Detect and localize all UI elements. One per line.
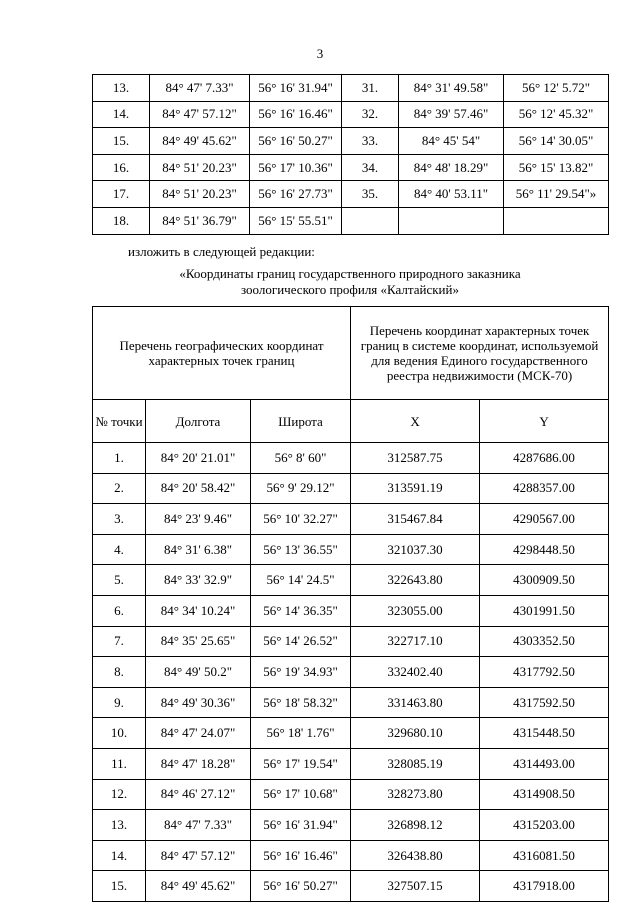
latitude-cell: 56° 9' 29.12" <box>251 473 351 504</box>
latitude-cell: 56° 13' 36.55" <box>251 534 351 565</box>
latitude-cell: 56° 14' 24.5" <box>251 565 351 596</box>
y-cell: 4315203.00 <box>480 810 609 841</box>
latitude-cell: 56° 8' 60" <box>251 443 351 474</box>
longitude-cell: 84° 46' 27.12" <box>146 779 251 810</box>
table-row <box>93 565 609 596</box>
latitude-cell: 56° 19' 34.93" <box>251 657 351 688</box>
latitude-cell: 56° 16' 16.46" <box>251 840 351 871</box>
point-number-cell: 12. <box>93 779 146 810</box>
table-row <box>93 718 609 749</box>
point-number-cell: 33. <box>342 128 399 155</box>
y-cell: 4316081.50 <box>480 840 609 871</box>
latitude-cell: 56° 18' 1.76" <box>251 718 351 749</box>
table-row <box>93 626 609 657</box>
table-row <box>93 75 609 102</box>
point-number-cell <box>342 207 399 234</box>
latitude-cell: 56° 16' 50.27" <box>250 128 342 155</box>
table-row <box>93 657 609 688</box>
x-cell: 329680.10 <box>351 718 480 749</box>
point-number-cell: 9. <box>93 687 146 718</box>
x-cell: 321037.30 <box>351 534 480 565</box>
latitude-cell: 56° 15' 55.51" <box>250 207 342 234</box>
y-cell: 4315448.50 <box>480 718 609 749</box>
latitude-cell: 56° 11' 29.54"» <box>504 181 609 208</box>
latitude-cell: 56° 16' 31.94" <box>251 810 351 841</box>
x-cell: 326898.12 <box>351 810 480 841</box>
header-geographic: Перечень географических координат характерных точек границ <box>93 307 351 400</box>
point-number-cell: 14. <box>93 840 146 871</box>
latitude-cell: 56° 14' 26.52" <box>251 626 351 657</box>
x-cell: 326438.80 <box>351 840 480 871</box>
x-cell: 327507.15 <box>351 871 480 902</box>
longitude-cell: 84° 31' 49.58" <box>399 75 504 102</box>
title-line-2: зоологического профиля «Калтайский» <box>241 282 459 297</box>
y-cell: 4303352.50 <box>480 626 609 657</box>
x-cell: 313591.19 <box>351 473 480 504</box>
page-number: 3 <box>316 46 324 61</box>
x-cell: 331463.80 <box>351 687 480 718</box>
point-number-cell: 10. <box>93 718 146 749</box>
point-number-cell: 2. <box>93 473 146 504</box>
table-row <box>93 181 609 208</box>
longitude-cell: 84° 47' 24.07" <box>146 718 251 749</box>
y-cell: 4317792.50 <box>480 657 609 688</box>
longitude-cell: 84° 34' 10.24" <box>146 595 251 626</box>
table-row <box>93 101 609 128</box>
point-number-cell: 31. <box>342 75 399 102</box>
point-number-cell: 6. <box>93 595 146 626</box>
point-number-cell: 14. <box>93 101 150 128</box>
column-point-number: № точки <box>93 400 146 443</box>
x-cell: 328085.19 <box>351 748 480 779</box>
coordinates-table-continuation <box>92 74 609 235</box>
longitude-cell: 84° 48' 18.29" <box>399 154 504 181</box>
longitude-cell: 84° 51' 20.23" <box>150 181 250 208</box>
table-row <box>93 779 609 810</box>
longitude-cell: 84° 31' 6.38" <box>146 534 251 565</box>
table-row <box>93 871 609 902</box>
x-cell: 328273.80 <box>351 779 480 810</box>
longitude-cell: 84° 33' 32.9" <box>146 565 251 596</box>
table-row <box>93 128 609 155</box>
title-line-1: «Координаты границ государственного природного заказника <box>179 266 521 281</box>
latitude-cell: 56° 12' 5.72" <box>504 75 609 102</box>
point-number-cell: 15. <box>93 128 150 155</box>
longitude-cell: 84° 45' 54" <box>399 128 504 155</box>
latitude-cell: 56° 17' 10.36" <box>250 154 342 181</box>
longitude-cell: 84° 47' 57.12" <box>146 840 251 871</box>
y-cell: 4298448.50 <box>480 534 609 565</box>
table-row <box>93 534 609 565</box>
point-number-cell: 16. <box>93 154 150 181</box>
latitude-cell <box>504 207 609 234</box>
longitude-cell: 84° 47' 7.33" <box>146 810 251 841</box>
point-number-cell: 15. <box>93 871 146 902</box>
latitude-cell: 56° 18' 58.32" <box>251 687 351 718</box>
longitude-cell: 84° 51' 36.79" <box>150 207 250 234</box>
point-number-cell: 32. <box>342 101 399 128</box>
x-cell: 322717.10 <box>351 626 480 657</box>
y-cell: 4290567.00 <box>480 504 609 535</box>
y-cell: 4288357.00 <box>480 473 609 504</box>
x-cell: 315467.84 <box>351 504 480 535</box>
y-cell: 4300909.50 <box>480 565 609 596</box>
y-cell: 4314493.00 <box>480 748 609 779</box>
longitude-cell: 84° 49' 50.2" <box>146 657 251 688</box>
longitude-cell: 84° 20' 21.01" <box>146 443 251 474</box>
x-cell: 322643.80 <box>351 565 480 596</box>
y-cell: 4301991.50 <box>480 595 609 626</box>
latitude-cell: 56° 16' 50.27" <box>251 871 351 902</box>
table-row <box>93 473 609 504</box>
longitude-cell: 84° 39' 57.46" <box>399 101 504 128</box>
y-cell: 4287686.00 <box>480 443 609 474</box>
column-longitude: Долгота <box>146 400 251 443</box>
longitude-cell: 84° 51' 20.23" <box>150 154 250 181</box>
longitude-cell <box>399 207 504 234</box>
x-cell: 312587.75 <box>351 443 480 474</box>
point-number-cell: 18. <box>93 207 150 234</box>
table-row <box>93 154 609 181</box>
table-row <box>93 504 609 535</box>
latitude-cell: 56° 16' 31.94" <box>250 75 342 102</box>
point-number-cell: 17. <box>93 181 150 208</box>
point-number-cell: 1. <box>93 443 146 474</box>
longitude-cell: 84° 40' 53.11" <box>399 181 504 208</box>
table-row <box>93 840 609 871</box>
intro-text: изложить в следующей редакции: <box>128 244 315 259</box>
table-row <box>93 595 609 626</box>
y-cell: 4314908.50 <box>480 779 609 810</box>
latitude-cell: 56° 14' 36.35" <box>251 595 351 626</box>
point-number-cell: 5. <box>93 565 146 596</box>
y-cell: 4317918.00 <box>480 871 609 902</box>
latitude-cell: 56° 14' 30.05" <box>504 128 609 155</box>
point-number-cell: 3. <box>93 504 146 535</box>
column-latitude: Широта <box>251 400 351 443</box>
point-number-cell: 13. <box>93 75 150 102</box>
point-number-cell: 4. <box>93 534 146 565</box>
longitude-cell: 84° 47' 7.33" <box>150 75 250 102</box>
longitude-cell: 84° 20' 58.42" <box>146 473 251 504</box>
latitude-cell: 56° 16' 27.73" <box>250 181 342 208</box>
x-cell: 323055.00 <box>351 595 480 626</box>
column-x: X <box>351 400 480 443</box>
table-row <box>93 748 609 779</box>
latitude-cell: 56° 15' 13.82" <box>504 154 609 181</box>
point-number-cell: 34. <box>342 154 399 181</box>
latitude-cell: 56° 17' 19.54" <box>251 748 351 779</box>
point-number-cell: 35. <box>342 181 399 208</box>
x-cell: 332402.40 <box>351 657 480 688</box>
latitude-cell: 56° 10' 32.27" <box>251 504 351 535</box>
table-row <box>93 687 609 718</box>
longitude-cell: 84° 23' 9.46" <box>146 504 251 535</box>
table-title <box>90 266 610 298</box>
longitude-cell: 84° 49' 45.62" <box>146 871 251 902</box>
point-number-cell: 7. <box>93 626 146 657</box>
point-number-cell: 11. <box>93 748 146 779</box>
latitude-cell: 56° 16' 16.46" <box>250 101 342 128</box>
header-msk70: Перечень координат характерных точек границ в системе координат, используемой для ведения Единого государственного реестра недвижимости (МСК-70) <box>351 307 609 400</box>
longitude-cell: 84° 49' 45.62" <box>150 128 250 155</box>
latitude-cell: 56° 17' 10.68" <box>251 779 351 810</box>
longitude-cell: 84° 47' 57.12" <box>150 101 250 128</box>
y-cell: 4317592.50 <box>480 687 609 718</box>
boundary-coordinates-table <box>92 306 609 902</box>
table-row <box>93 443 609 474</box>
longitude-cell: 84° 47' 18.28" <box>146 748 251 779</box>
longitude-cell: 84° 35' 25.65" <box>146 626 251 657</box>
point-number-cell: 8. <box>93 657 146 688</box>
table-row <box>93 207 609 234</box>
column-y: Y <box>480 400 609 443</box>
longitude-cell: 84° 49' 30.36" <box>146 687 251 718</box>
latitude-cell: 56° 12' 45.32" <box>504 101 609 128</box>
point-number-cell: 13. <box>93 810 146 841</box>
table-row <box>93 810 609 841</box>
